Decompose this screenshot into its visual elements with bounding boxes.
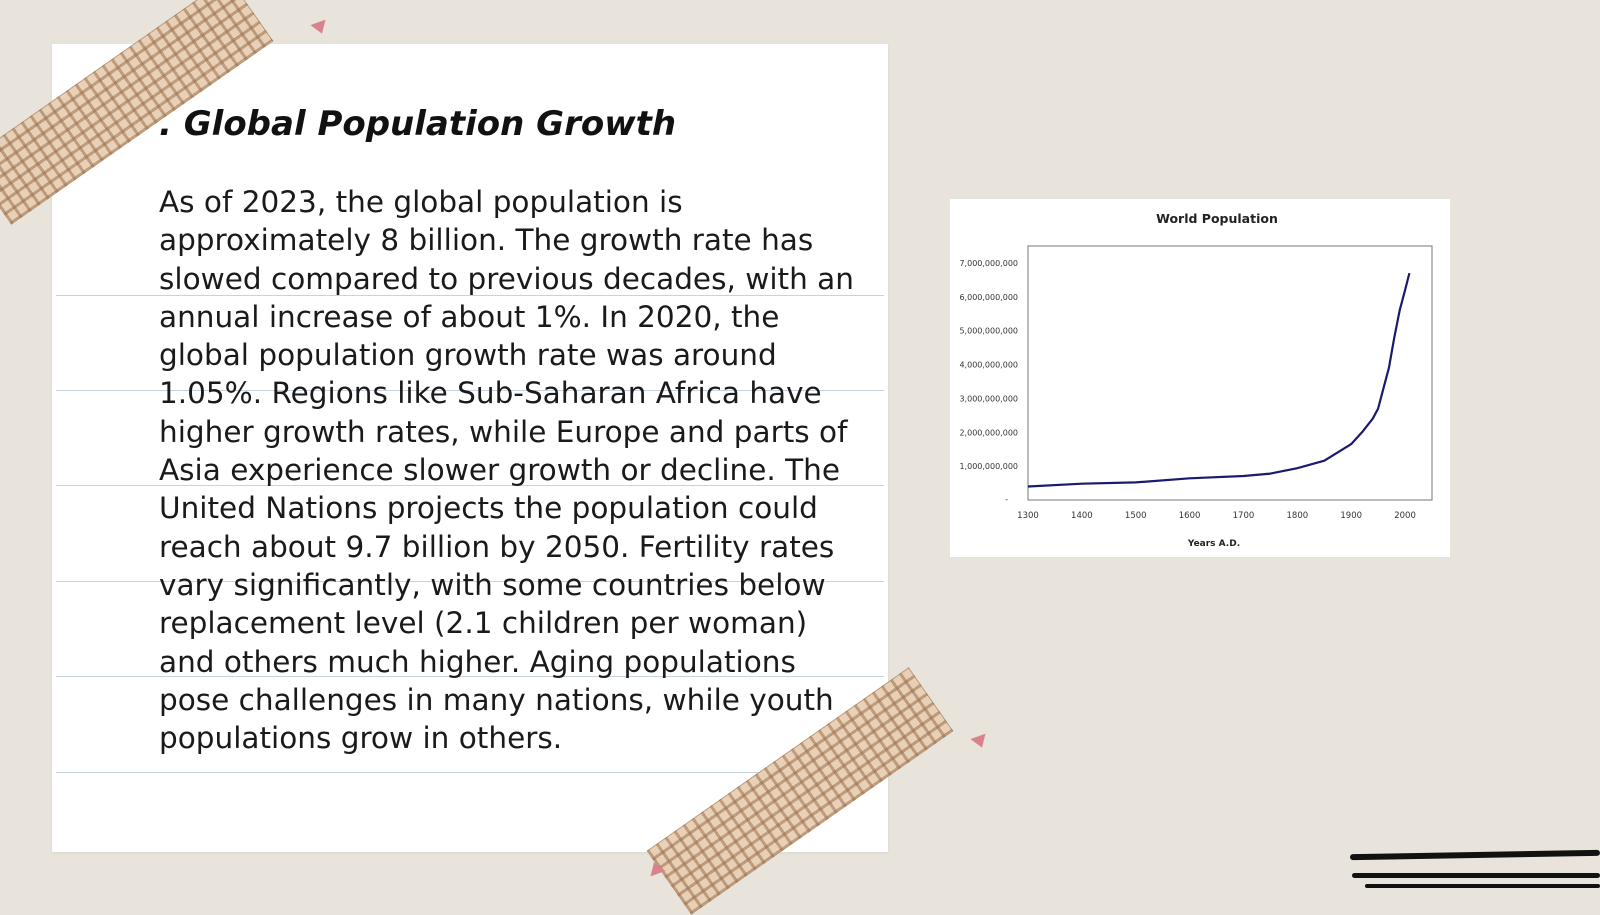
brush-stroke (1352, 873, 1600, 878)
y-tick-label: 3,000,000,000 (959, 394, 1018, 404)
body-paragraph: As of 2023, the global population is approximately 8 billion. The growth rate has slowed compared to previous decades, with an annual increase of about 1%. In 2020, the global population growth rate was around 1.05%. Regions like Sub-Saharan Africa have higher growth rates, while Europe and parts of Asia experience slower growth or decline. The United Nations projects the population could reach about 9.7 billion by 2050. Fertility rates vary significantly, with some countries below replacement level (2.1 children per woman) and others much higher. Aging populations pose challenges in many nations, while youth populations grow in others. (159, 185, 854, 756)
world-population-chart (950, 199, 1450, 557)
x-tick-label: 1900 (1340, 511, 1363, 521)
y-axis (959, 259, 1018, 504)
brush-stroke (1365, 884, 1600, 888)
y-tick-label: 7,000,000,000 (959, 258, 1018, 268)
x-tick-label: 1700 (1232, 511, 1255, 521)
x-tick-label: 1500 (1124, 511, 1147, 521)
chart-title: World Population (1156, 211, 1278, 226)
pin-icon (970, 734, 989, 751)
y-tick-label: 4,000,000,000 (959, 360, 1018, 370)
x-tick-label: 2000 (1394, 511, 1416, 521)
y-tick-label: - (1005, 495, 1008, 504)
x-axis-label: Years A.D. (1187, 539, 1241, 549)
chart-canvas (950, 199, 1450, 557)
x-axis (1017, 511, 1416, 521)
pin-icon (310, 20, 329, 37)
x-tick-label: 1400 (1071, 511, 1093, 521)
y-tick-label: 5,000,000,000 (959, 326, 1018, 336)
x-tick-label: 1800 (1286, 511, 1309, 521)
slide-title: . Global Population Growth (159, 104, 677, 144)
y-tick-label: 6,000,000,000 (959, 292, 1018, 302)
brush-stroke (1350, 850, 1600, 860)
x-tick-label: 1300 (1017, 511, 1039, 521)
plot-area (1028, 246, 1432, 500)
y-tick-label: 1,000,000,000 (959, 462, 1018, 472)
x-tick-label: 1600 (1178, 511, 1201, 521)
y-tick-label: 2,000,000,000 (959, 428, 1018, 438)
